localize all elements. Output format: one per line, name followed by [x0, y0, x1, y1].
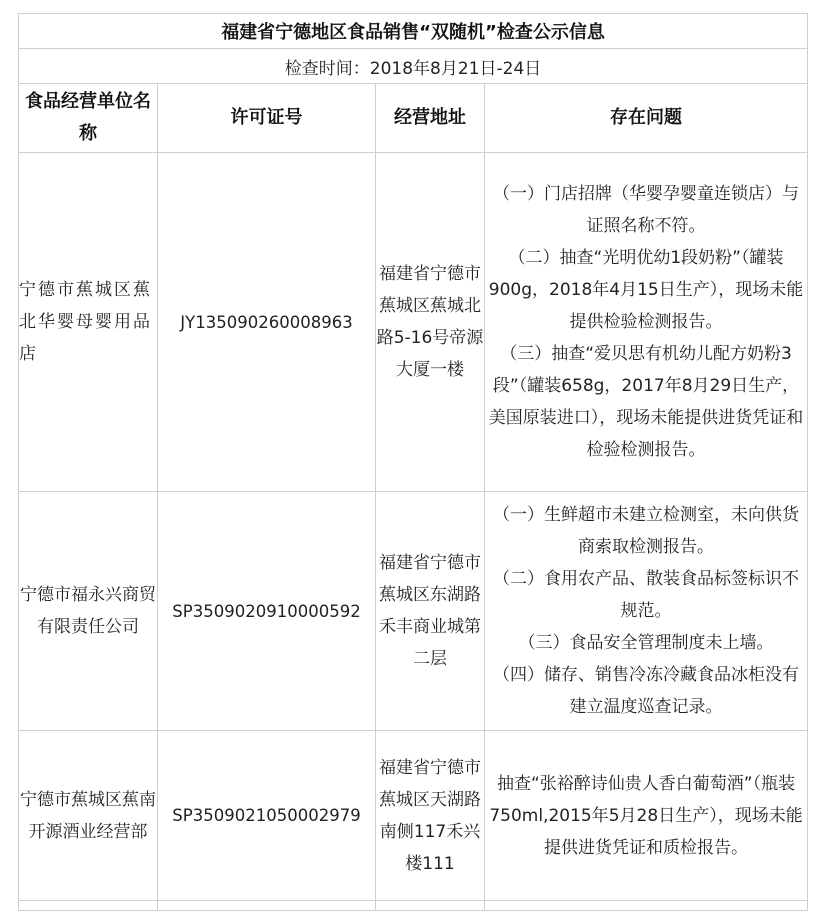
issues-cell — [485, 492, 808, 731]
license-number-cell: JY135090260008963 — [158, 153, 376, 492]
address-cell: 福建省宁德市蕉城区蕉城北路5-16号帝源大厦一楼 — [376, 153, 485, 492]
issue-item: （一）门店招牌（华婴孕婴童连锁店）与证照名称不符。 — [493, 184, 800, 236]
table-header-row — [19, 84, 808, 153]
license-number-cell: SP3509020910000592 — [158, 492, 376, 731]
notice-title: 福建省宁德地区食品销售“双随机”检查公示信息 — [19, 14, 808, 49]
date-row — [19, 49, 808, 84]
issue-item: （三）食品安全管理制度未上墙。 — [518, 633, 774, 653]
empty-cell — [158, 901, 376, 911]
inspection-notice-table — [18, 13, 808, 911]
column-header-issues: 存在问题 — [485, 84, 808, 153]
issue-item: 抽查“张裕醉诗仙贵人香白葡萄酒”（瓶装750ml,2015年5月28日生产），现场未能提供进货凭证和质检报告。 — [489, 773, 803, 858]
business-name-cell: 宁德市蕉城区蕉北华婴母婴用品店 — [19, 153, 158, 492]
inspection-time: 检查时间：2018年8月21日-24日 — [19, 49, 808, 84]
empty-cell — [485, 901, 808, 911]
address-cell: 福建省宁德市蕉城区天湖路南侧117禾兴楼111 — [376, 731, 485, 901]
license-number-cell: SP3509021050002979 — [158, 731, 376, 901]
empty-cell — [19, 901, 158, 911]
business-name-cell: 宁德市蕉城区蕉南开源酒业经营部 — [19, 731, 158, 901]
column-header-address: 经营地址 — [376, 84, 485, 153]
title-row — [19, 14, 808, 49]
notice-page — [18, 13, 807, 911]
issue-item: （二）抽查“光明优幼1段奶粉”（罐装900g，2018年4月15日生产），现场未能提供检验检测报告。 — [488, 248, 804, 332]
table-row — [19, 153, 808, 492]
table-row — [19, 492, 808, 731]
issue-item: （三）抽查“爱贝思有机幼儿配方奶粉3段”（罐装658g，2017年8月29日生产，美国原装进口），现场未能提供进货凭证和检验检测报告。 — [488, 344, 804, 460]
empty-cell — [376, 901, 485, 911]
issues-cell — [485, 153, 808, 492]
address-cell: 福建省宁德市蕉城区东湖路禾丰商业城第二层 — [376, 492, 485, 731]
issue-item: （四）储存、销售冷冻冷藏食品冰柜没有建立温度巡查记录。 — [493, 665, 800, 717]
table-row — [19, 731, 808, 901]
business-name-cell: 宁德市福永兴商贸有限责任公司 — [19, 492, 158, 731]
issues-cell — [485, 731, 808, 901]
column-header-business-name: 食品经营单位名称 — [19, 84, 158, 153]
issue-item: （二）食用农产品、散装食品标签标识不规范。 — [493, 569, 800, 621]
column-header-license: 许可证号 — [158, 84, 376, 153]
table-row-partial — [19, 901, 808, 911]
issue-item: （一）生鲜超市未建立检测室，未向供货商索取检测报告。 — [493, 505, 800, 557]
